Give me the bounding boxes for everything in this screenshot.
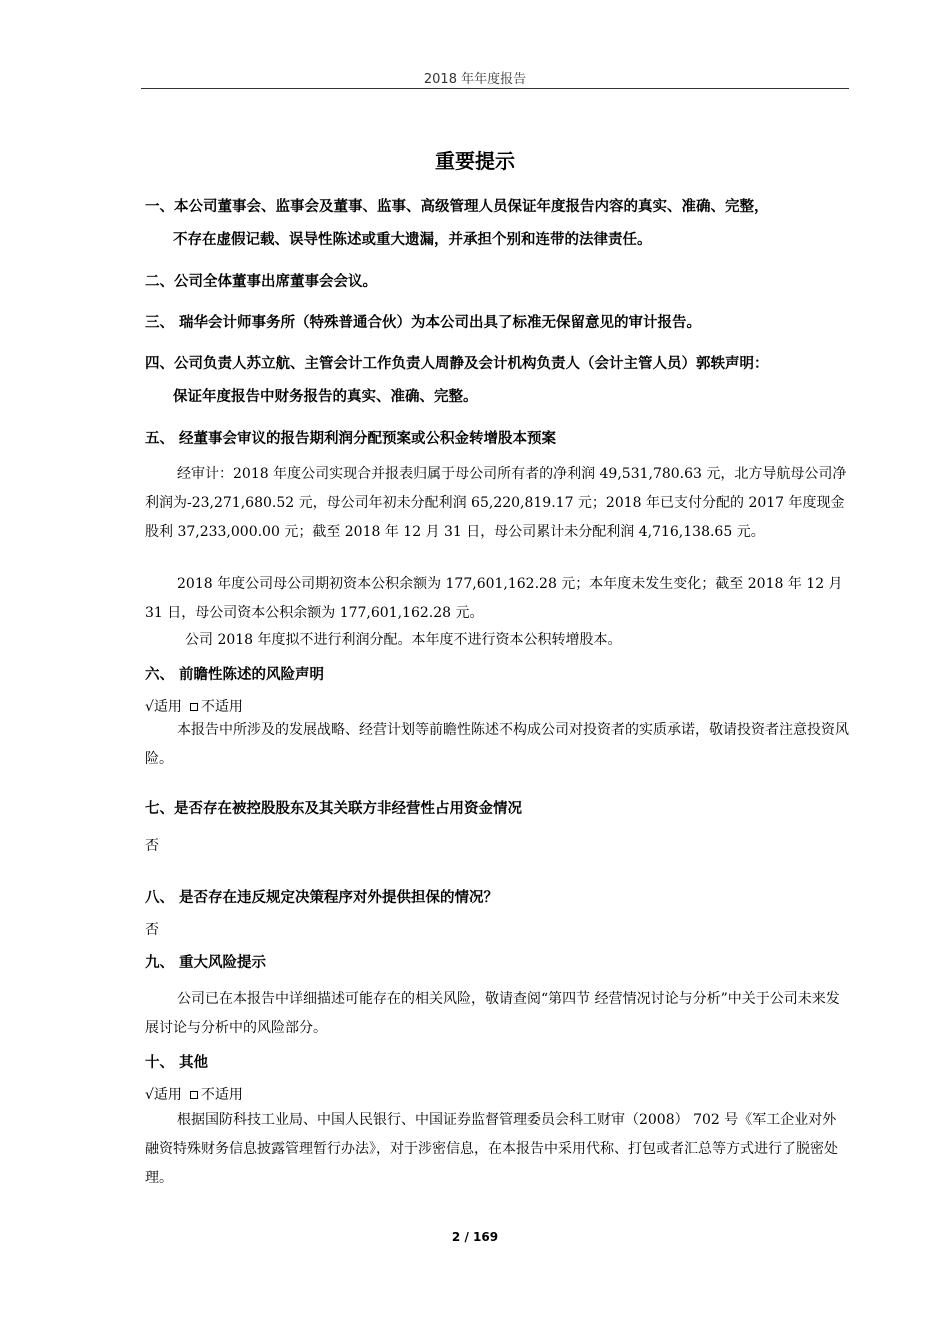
section-8-answer: 否 bbox=[145, 922, 159, 938]
section-7-answer: 否 bbox=[145, 838, 159, 854]
running-header: 2018 年年度报告 bbox=[423, 72, 527, 87]
section-1-line-1: 一、本公司董事会、监事会及董事、监事、高级管理人员保证年度报告内容的真实、准确、完整， bbox=[145, 199, 769, 215]
section-5-heading: 五、 经董事会审议的报告期利润分配预案或公积金转增股本预案 bbox=[145, 431, 557, 447]
section-10-heading: 十、 其他 bbox=[145, 1055, 209, 1071]
section-6-paragraph: 本报告中所涉及的发展战略、经营计划等前瞻性陈述不构成公司对投资者的实质承诺，敬请投资者注意投资风险。 bbox=[145, 722, 849, 767]
not-applicable-option: 不适用 bbox=[200, 699, 243, 715]
section-5-paragraph-1: 经审计：2018 年度公司实现合并报表归属于母公司所有者的净利润 49,531,780.63 元，北方导航母公司净利润为-23,271,680.52 元，母公司年初未分配利润 65,220,819.17 元；2018 年已支付分配的 2017 年度现金股利 37,233,000.00 元；截至 2018 年 12 月 31 日，母公司累计未分配利润 4,716,138.65 元。 bbox=[145, 466, 847, 540]
section-4-line-1: 四、公司负责人苏立航、主管会计工作负责人周静及会计机构负责人（会计主管人员）郭轶声明： bbox=[145, 356, 769, 372]
not-applicable-option: 不适用 bbox=[200, 1087, 243, 1103]
section-3-heading: 三、 瑞华会计师事务所（特殊普通合伙）为本公司出具了标准无保留意见的审计报告。 bbox=[145, 315, 702, 331]
header-divider bbox=[141, 88, 849, 89]
section-5-paragraph-3: 公司 2018 年度拟不进行利润分配。本年度不进行资本公积转增股本。 bbox=[185, 632, 622, 648]
page-title: 重要提示 bbox=[435, 149, 515, 173]
checkbox-icon bbox=[190, 1091, 198, 1099]
section-9-paragraph: 公司已在本报告中详细描述可能存在的相关风险，敬请查阅“第四节 经营情况讨论与分析”中关于公司未来发展讨论与分析中的风险部分。 bbox=[145, 991, 840, 1036]
section-5-paragraph-2: 2018 年度公司母公司期初资本公积余额为 177,601,162.28 元；本年度未发生变化；截至 2018 年 12 月 31 日，母公司资本公积余额为 177,601,162.28 元。 bbox=[145, 576, 843, 621]
page-number: 2 / 169 bbox=[451, 1230, 499, 1244]
section-2-heading: 二、公司全体董事出席董事会会议。 bbox=[145, 274, 377, 290]
section-6-heading: 六、 前瞻性陈述的风险声明 bbox=[145, 667, 325, 683]
section-1-line-2: 不存在虚假记载、误导性陈述或重大遗漏，并承担个别和连带的法律责任。 bbox=[173, 232, 652, 248]
section-4-line-2: 保证年度报告中财务报告的真实、准确、完整。 bbox=[173, 389, 478, 405]
checkbox-icon bbox=[190, 703, 198, 711]
section-8-heading: 八、 是否存在违反规定决策程序对外提供担保的情况？ bbox=[145, 890, 499, 906]
section-7-heading: 七、是否存在被控股股东及其关联方非经营性占用资金情况 bbox=[145, 801, 522, 817]
applicable-checked: √适用 bbox=[145, 699, 182, 715]
section-10-paragraph: 根据国防科技工业局、中国人民银行、中国证券监督管理委员会科工财审（2008） 702 号《军工企业对外融资特殊财务信息披露管理暂行办法》，对于涉密信息，在本报告中采用代称、打包或者汇总等方式进行了脱密处理。 bbox=[145, 1112, 838, 1186]
section-9-heading: 九、 重大风险提示 bbox=[145, 955, 267, 971]
applicable-checked: √适用 bbox=[145, 1087, 182, 1103]
